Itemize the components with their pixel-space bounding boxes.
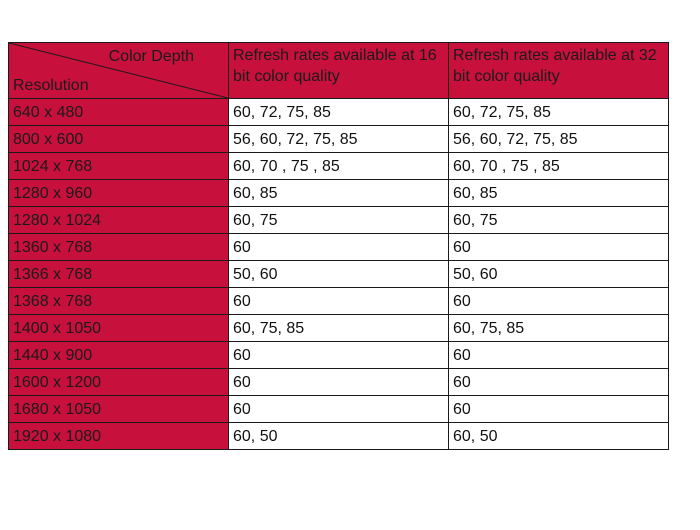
table-row [9, 234, 669, 261]
rates-32bit-cell: 60 [449, 396, 669, 423]
refresh-rate-table-container [8, 42, 668, 450]
rates-16bit-cell: 60 [229, 369, 449, 396]
resolution-cell: 640 x 480 [9, 99, 229, 126]
resolution-label: Resolution [13, 77, 89, 94]
resolution-cell: 1600 x 1200 [9, 369, 229, 396]
rates-16bit-cell: 60, 75, 85 [229, 315, 449, 342]
table-row [9, 99, 669, 126]
table-row [9, 288, 669, 315]
rates-32bit-cell: 60 [449, 369, 669, 396]
corner-header-cell [9, 43, 229, 99]
table-body [9, 99, 669, 450]
table-row [9, 153, 669, 180]
rates-16bit-cell: 60, 85 [229, 180, 449, 207]
rates-32bit-cell: 60 [449, 288, 669, 315]
rates-16bit-cell: 60 [229, 288, 449, 315]
rates-32bit-cell: 56, 60, 72, 75, 85 [449, 126, 669, 153]
color-depth-label: Color Depth [108, 48, 194, 65]
rates-32bit-cell: 60, 72, 75, 85 [449, 99, 669, 126]
rates-16bit-cell: 60, 70 , 75 , 85 [229, 153, 449, 180]
table-header-row [9, 43, 669, 99]
rates-16bit-cell: 60, 75 [229, 207, 449, 234]
refresh-rate-table [8, 42, 669, 450]
resolution-cell: 1368 x 768 [9, 288, 229, 315]
resolution-cell: 1280 x 960 [9, 180, 229, 207]
resolution-cell: 1024 x 768 [9, 153, 229, 180]
resolution-cell: 1280 x 1024 [9, 207, 229, 234]
rates-16bit-cell: 60, 50 [229, 423, 449, 450]
table-row [9, 180, 669, 207]
rates-32bit-cell: 60, 50 [449, 423, 669, 450]
rates-16bit-cell: 60 [229, 396, 449, 423]
table-row [9, 315, 669, 342]
rates-16bit-cell: 60 [229, 234, 449, 261]
rates-32bit-cell: 50, 60 [449, 261, 669, 288]
resolution-cell: 800 x 600 [9, 126, 229, 153]
table-row [9, 261, 669, 288]
rates-32bit-cell: 60, 70 , 75 , 85 [449, 153, 669, 180]
table-row [9, 126, 669, 153]
resolution-cell: 1400 x 1050 [9, 315, 229, 342]
rates-16bit-cell: 60 [229, 342, 449, 369]
table-row [9, 369, 669, 396]
resolution-cell: 1440 x 900 [9, 342, 229, 369]
table-row [9, 342, 669, 369]
rates-32bit-cell: 60 [449, 342, 669, 369]
resolution-cell: 1366 x 768 [9, 261, 229, 288]
table-row [9, 423, 669, 450]
table-row [9, 396, 669, 423]
rates-32bit-cell: 60, 75 [449, 207, 669, 234]
resolution-cell: 1360 x 768 [9, 234, 229, 261]
header-32bit: Refresh rates available at 32 bit color quality [449, 43, 669, 99]
rates-16bit-cell: 60, 72, 75, 85 [229, 99, 449, 126]
rates-32bit-cell: 60, 85 [449, 180, 669, 207]
table-row [9, 207, 669, 234]
rates-16bit-cell: 56, 60, 72, 75, 85 [229, 126, 449, 153]
rates-16bit-cell: 50, 60 [229, 261, 449, 288]
rates-32bit-cell: 60, 75, 85 [449, 315, 669, 342]
resolution-cell: 1680 x 1050 [9, 396, 229, 423]
header-16bit: Refresh rates available at 16 bit color quality [229, 43, 449, 99]
resolution-cell: 1920 x 1080 [9, 423, 229, 450]
rates-32bit-cell: 60 [449, 234, 669, 261]
